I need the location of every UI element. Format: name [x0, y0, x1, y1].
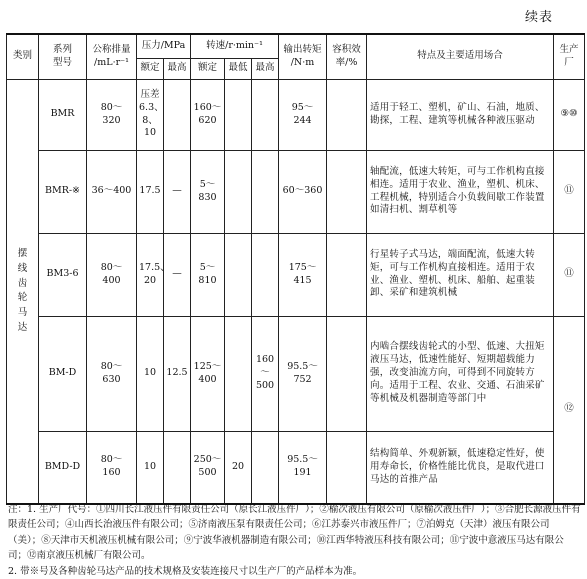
table-row [7, 316, 585, 431]
features-cell: 行星转子式马达，端面配流，低速大转矩，可与工作机构直接相连。适用于农业、渔业、塑机、机床、船舶、起重装卸、采矿和建筑机械 [367, 233, 554, 316]
displacement-cell: 80～ 400 [87, 233, 137, 316]
table-notes [8, 502, 582, 579]
pressure-rated-cell: 17.5 [137, 150, 164, 233]
header-speed: 转速/r·min⁻¹ [191, 34, 279, 58]
speed-max-cell: 160～ 500 [252, 316, 279, 431]
speed-rated-cell: 5～ 810 [191, 233, 225, 316]
model-cell: BM3-6 [39, 233, 87, 316]
model-cell: BMR [39, 79, 87, 150]
header-features: 特点及主要适用场合 [367, 34, 554, 79]
torque-cell: 95.5～ 191 [279, 431, 327, 504]
displacement-cell: 80～ 320 [87, 79, 137, 150]
continued-label: 续表 [524, 10, 553, 25]
speed-rated-cell: 250～ 500 [191, 431, 225, 504]
efficiency-cell [327, 431, 367, 504]
header-row [7, 34, 585, 58]
table-row [7, 431, 585, 504]
speed-min-cell [225, 233, 252, 316]
speed-max-cell [252, 233, 279, 316]
speed-min-cell [225, 79, 252, 150]
torque-cell: 95.5～ 752 [279, 316, 327, 431]
features-cell: 结构简单、外观新颖，低速稳定性好，使用寿命长，价格性能比优良，是取代进口马达的首推产品 [367, 431, 554, 504]
table-row [7, 233, 585, 316]
speed-min-cell: 20 [225, 431, 252, 504]
model-cell: BM-D [39, 316, 87, 431]
speed-rated-cell: 5～ 830 [191, 150, 225, 233]
features-cell: 内啮合摆线齿轮式的小型、低速、大扭矩液压马达，低速性能好、短期超载能力强，改变油流方向，可得到不同旋转方向。适用于工程、农业、交通、石油采矿等机械及机器制造等部门中 [367, 316, 554, 431]
model-cell: BMD-D [39, 431, 87, 504]
category-cell: 摆 线 齿 轮 马 达 [7, 79, 39, 504]
torque-cell: 60～360 [279, 150, 327, 233]
pressure-max-cell: — [164, 150, 191, 233]
header-pressure: 压力/MPa [137, 34, 191, 58]
pressure-max-cell [164, 79, 191, 150]
speed-max-cell [252, 79, 279, 150]
efficiency-cell [327, 233, 367, 316]
speed-rated-cell: 160～ 620 [191, 79, 225, 150]
speed-min-cell [225, 150, 252, 233]
header-manufacturer: 生产厂 [554, 34, 585, 79]
speed-rated-cell: 125～ 400 [191, 316, 225, 431]
pressure-rated-cell: 10 [137, 431, 164, 504]
note-2: 2. 带※号及各种齿轮马达产品的技术规格及安装连接尺寸以生产厂的产品样本为准。 [8, 565, 363, 577]
note-1: 注：1. 生产厂代号：①四川长江液压件有限责任公司（原长江液压件厂）；②榆次液压有限公司（原榆次液压件厂）；③合肥长源液压件有限责任公司；④山西长治液压件有限公司；⑤济南液压泵有限责任公司；⑥江苏泰兴市液压件厂；⑦泊姆克（天津）液压有限公司（美）；⑧天津市天机液压机械有限公司；⑨宁波华液机器制造有限公司；⑩江西华特液压科技有限公司；⑪宁波中意液压马达有限公司；⑫南京液压机械厂有限公司。 [8, 504, 581, 562]
pressure-rated-cell: 10 [137, 316, 164, 431]
displacement-cell: 36～400 [87, 150, 137, 233]
header-model: 系列 型号 [39, 34, 87, 79]
header-torque: 输出转矩 /N·m [279, 34, 327, 79]
displacement-cell: 80～ 160 [87, 431, 137, 504]
speed-max-cell [252, 150, 279, 233]
speed-min-cell [225, 316, 252, 431]
features-cell: 适用于轻工、塑机，矿山、石油，地质、勘探，工程、建筑等机械各种液压驱动 [367, 79, 554, 150]
header-speed-min: 最低 [225, 58, 252, 79]
efficiency-cell [327, 150, 367, 233]
manufacturer-cell: ⑫ [554, 316, 585, 504]
efficiency-cell [327, 79, 367, 150]
pressure-rated-cell: 压差 6.3、 8、10 [137, 79, 164, 150]
header-category: 类别 [7, 34, 39, 79]
model-cell: BMR-※ [39, 150, 87, 233]
manufacturer-cell: ⑨⑩ [554, 79, 585, 150]
torque-cell: 95～ 244 [279, 79, 327, 150]
header-pressure-max: 最高 [164, 58, 191, 79]
features-cell: 轴配流，低速大转矩，可与工作机构直接相连。适用于农业、渔业，塑机、机床、工程机械，特别适合小负载间歇工作装置如清扫机、割草机等 [367, 150, 554, 233]
pressure-max-cell: — [164, 233, 191, 316]
header-speed-max: 最高 [252, 58, 279, 79]
torque-cell: 175～415 [279, 233, 327, 316]
manufacturer-cell: ⑪ [554, 233, 585, 316]
table-row [7, 150, 585, 233]
header-pressure-rated: 额定 [137, 58, 164, 79]
efficiency-cell [327, 316, 367, 431]
motor-spec-table [6, 33, 585, 505]
header-displacement: 公称排量 /mL·r⁻¹ [87, 34, 137, 79]
manufacturer-cell: ⑪ [554, 150, 585, 233]
header-speed-rated: 额定 [191, 58, 225, 79]
pressure-max-cell [164, 431, 191, 504]
displacement-cell: 80～ 630 [87, 316, 137, 431]
header-efficiency: 容积效 率/% [327, 34, 367, 79]
speed-max-cell [252, 431, 279, 504]
pressure-rated-cell: 17.5、 20 [137, 233, 164, 316]
table-row [7, 79, 585, 150]
pressure-max-cell: 12.5 [164, 316, 191, 431]
